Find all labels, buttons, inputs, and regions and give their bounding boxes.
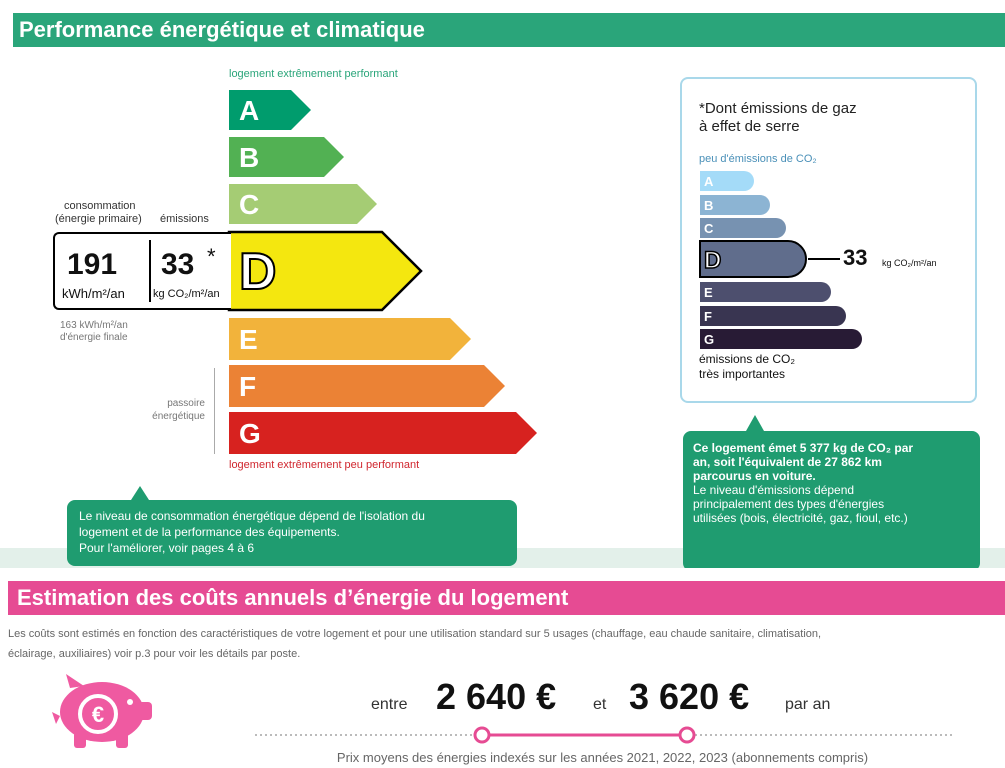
passoire-label <box>140 397 205 423</box>
ghg-class-label-c: C <box>704 221 714 236</box>
passoire-bracket <box>214 368 215 454</box>
callout-line-2: logement et de la performance des équipements. <box>79 525 340 539</box>
ghg-callout-pointer <box>746 415 764 431</box>
emissions-unit: kg CO₂/m²/an <box>153 288 220 300</box>
ghg-class-label-d: D <box>704 247 722 274</box>
ghg-class-label-g: G <box>704 332 715 347</box>
ghg-unit: kg CO₂/m²/an <box>882 258 937 268</box>
ghg-callout-line-3: parcourus en voiture. <box>693 469 816 483</box>
energy-class-label-f: F <box>239 371 257 402</box>
current-values-box <box>53 232 231 310</box>
ghg-title-line2: à effet de serre <box>699 118 800 135</box>
energy-class-label-d: D <box>239 243 277 301</box>
ghg-bottom-line1: émissions de CO₂ <box>699 352 796 366</box>
cost-max: 3 620 € <box>629 676 750 717</box>
emissions-value: 33 <box>161 248 195 281</box>
ghg-bottom-line2: très importantes <box>699 367 786 381</box>
top-performance-label: logement extrêmement performant <box>229 68 398 80</box>
consumption-label <box>55 200 142 226</box>
energy-class-label-e: E <box>239 324 258 355</box>
ghg-class-bar-f <box>700 306 846 326</box>
section-title-performance: Performance énergétique et climatique <box>13 13 1005 47</box>
ghg-class-bar-g <box>700 329 862 349</box>
cost-description-line2: éclairage, auxiliaires) voir p.3 pour voir les détails par poste. <box>8 648 301 660</box>
svg-text:€: € <box>91 702 105 727</box>
energy-class-label-c: C <box>239 189 260 220</box>
ghg-callout-line-4: Le niveau d'émissions dépend <box>693 483 855 497</box>
emissions-label: émissions <box>160 213 209 225</box>
passoire-line2: énergétique <box>152 411 205 422</box>
cost-between-word: entre <box>371 696 408 713</box>
callout-pointer <box>131 486 149 500</box>
ghg-bottom-label <box>699 352 795 382</box>
cost-range-slider <box>255 726 955 746</box>
callout-line-1: Le niveau de consommation énergétique dépend de l'isolation du <box>79 509 425 523</box>
ghg-top-label: peu d'émissions de CO₂ <box>699 153 817 165</box>
ghg-class-label-f: F <box>704 309 712 324</box>
final-energy-label <box>60 320 128 344</box>
consumption-unit: kWh/m²/an <box>62 286 125 301</box>
ghg-callout <box>683 431 980 571</box>
energy-class-bar-f <box>229 365 505 407</box>
ghg-callout-line-2: an, soit l'équivalent de 27 862 km <box>693 455 882 469</box>
cost-min: 2 640 € <box>436 676 557 717</box>
ghg-class-label-a: A <box>704 174 714 189</box>
ghg-class-bar-e <box>700 282 831 302</box>
cost-description-line1: Les coûts sont estimés en fonction des caractéristiques de votre logement et pour une utilisation standard sur 5 usages (chauffage, eau chaude sanitaire, climatisation, <box>8 628 822 640</box>
passoire-line1: passoire <box>167 398 205 409</box>
piggy-bank-icon <box>44 672 156 752</box>
ghg-callout-line-1: Ce logement émet 5 377 kg de CO₂ par <box>693 441 914 455</box>
energy-class-label-b: B <box>239 142 260 173</box>
consumption-callout <box>67 500 517 566</box>
ghg-class-label-b: B <box>704 198 714 213</box>
ghg-value: 33 <box>843 245 868 270</box>
cost-description <box>8 624 1005 664</box>
range-max-marker <box>680 728 694 742</box>
range-min-marker <box>475 728 489 742</box>
ghg-class-label-e: E <box>704 285 713 300</box>
energy-class-bar-g <box>229 412 537 454</box>
consumption-label-line1: consommation <box>64 200 136 212</box>
consumption-label-line2: (énergie primaire) <box>55 213 142 225</box>
values-divider <box>149 240 151 302</box>
ghg-callout-line-6: utilisées (bois, électricité, gaz, fioul, etc.) <box>693 511 908 525</box>
ghg-title <box>699 100 857 136</box>
energy-class-label-a: A <box>239 95 260 126</box>
callout-line-3: Pour l'améliorer, voir pages 4 à 6 <box>79 541 255 555</box>
ghg-callout-line-5: principalement des types d'énergies <box>693 497 885 511</box>
section-title-costs: Estimation des coûts annuels d’énergie du logement <box>8 581 1005 615</box>
energy-class-label-g: G <box>239 418 261 449</box>
energy-class-bar-e <box>229 318 471 360</box>
final-energy-line2: d'énergie finale <box>60 332 128 343</box>
ghg-title-line1: *Dont émissions de gaz <box>699 100 857 117</box>
cost-note: Prix moyens des énergies indexés sur les années 2021, 2022, 2023 (abonnements compris) <box>336 750 869 765</box>
consumption-value: 191 <box>67 248 118 281</box>
final-energy-line1: 163 kWh/m²/an <box>60 320 128 331</box>
bottom-performance-label: logement extrêmement peu performant <box>229 459 420 471</box>
emissions-star: * <box>207 244 216 269</box>
cost-per-year: par an <box>785 696 831 713</box>
cost-and-word: et <box>593 696 607 713</box>
